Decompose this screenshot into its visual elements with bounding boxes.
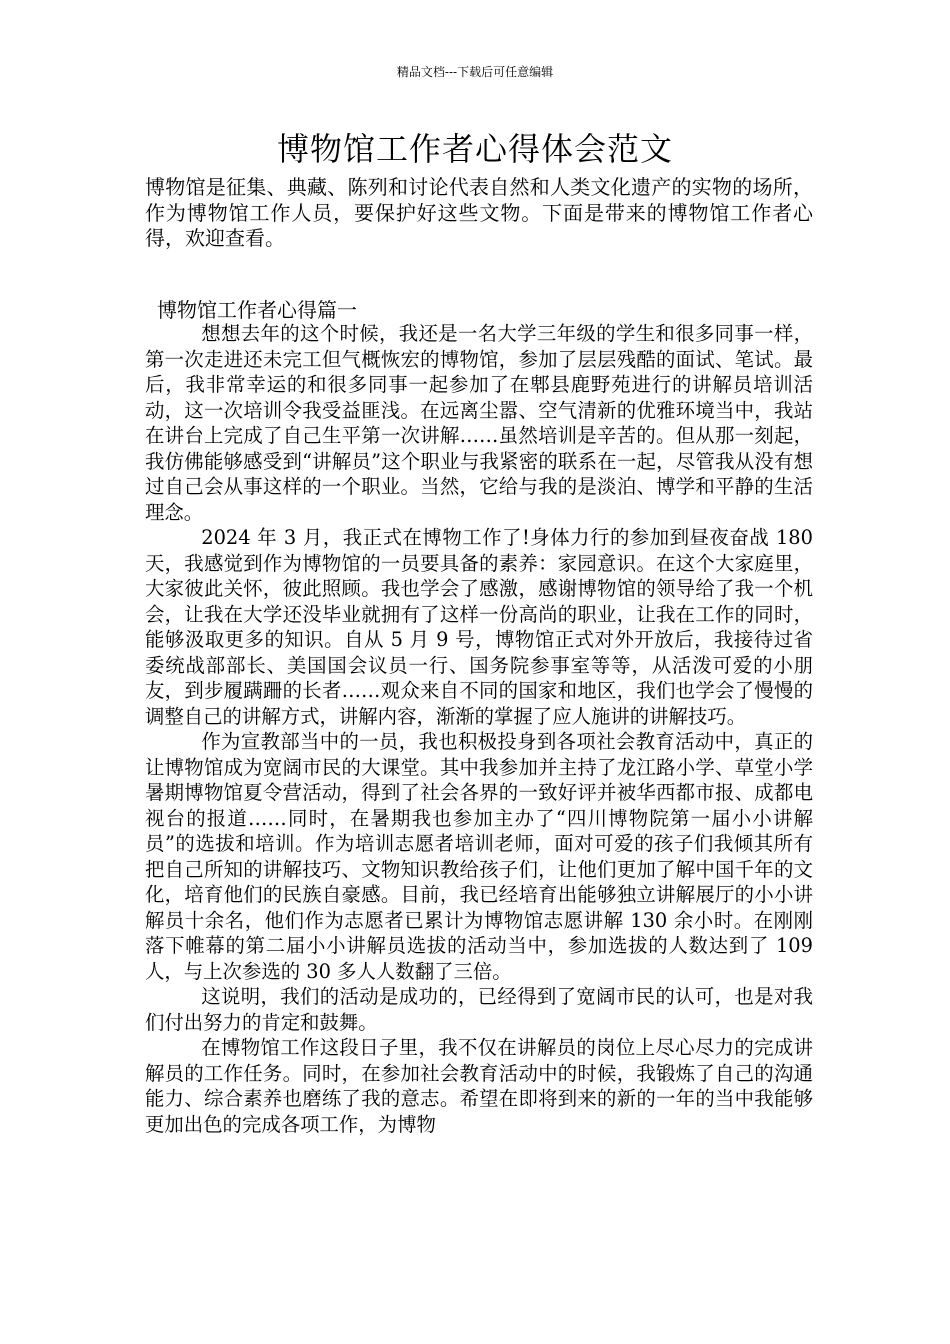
document-title: 博物馆工作者心得体会范文 xyxy=(276,130,673,168)
page-header: 精品文档---下载后可任意编辑 xyxy=(396,65,554,79)
body-paragraph: 作为宣教部当中的一员，我也积极投身到各项社会教育活动中，真正的让博物馆成为宽阔市民的大课堂。其中我参加并主持了龙江路小学、草堂小学暑期博物馆夏令营活动，得到了社会各界的一致好评并被华西都市报、成都电视台的报道……同时，在暑期我也参加主办了“四川博物院第一届小小讲解员”的选拔和培训。作为培训志愿者培训老师，面对可爱的孩子们我倾其所有把自己所知的讲解技巧、文物知识教给孩子们，让他们更加了解中国千年的文化，培育他们的民族自豪感。目前，我已经培育出能够独立讲解展厅的小小讲解员十余名，他们作为志愿者已累计为博物馆志愿讲解 130 余小时。在刚刚落下帷幕的第二届小小讲解员选拔的活动当中，参加选拔的人数达到了 109 人，与上次参选的 30 多人人数翻了三倍。 xyxy=(145,730,813,983)
intro-paragraph: 博物馆是征集、典藏、陈列和讨论代表自然和人类文化遗产的实物的场所，作为博物馆工作人员，要保护好这些文物。下面是带来的博物馆工作者心得，欢迎查看。 xyxy=(145,175,813,250)
body-paragraph: 想想去年的这个时候，我还是一名大学三年级的学生和很多同事一样，第一次走进还未完工但气概恢宏的博物馆，参加了层层残酷的面试、笔试。最后，我非常幸运的和很多同事一起参加了在郫县鹿野苑进行的讲解员培训活动，这一次培训令我受益匪浅。在远离尘嚣、空气清新的优雅环境当中，我站在讲台上完成了自己生平第一次讲解……虽然培训是辛苦的。但从那一刻起，我仿佛能够感受到“讲解员”这个职业与我紧密的联系在一起，尽管我从没有想过自己会从事这样的一个职业。当然，它给与我的是淡泊、博学和平静的生活理念。 xyxy=(145,322,813,524)
body-paragraph: 2024 年 3 月，我正式在博物工作了!身体力行的参加到昼夜奋战 180 天，我感觉到作为博物馆的一员要具备的素养：家园意识。在这个大家庭里，大家彼此关怀，彼此照顾。我也学会了感激，感谢博物馆的领导给了我一个机会，让我在大学还没毕业就拥有了这样一份高尚的职业，让我在工作的同时，能够汲取更多的知识。自从 5 月 9 号，博物馆正式对外开放后，我接待过省委统战部部长、美国国会议员一行、国务院参事室等等，从活泼可爱的小朋友，到步履蹒跚的长者……观众来自不同的国家和地区，我们也学会了慢慢的调整自己的讲解方式，讲解内容，渐渐的掌握了应人施讲的讲解技巧。 xyxy=(145,526,813,728)
section-heading: 博物馆工作者心得篇一 xyxy=(157,298,357,322)
body-paragraph: 这说明，我们的活动是成功的，已经得到了宽阔市民的认可，也是对我们付出努力的肯定和鼓舞。 xyxy=(145,985,813,1034)
body-paragraph: 在博物馆工作这段日子里，我不仅在讲解员的岗位上尽心尽力的完成讲解员的工作任务。同时，在参加社会教育活动中的时候，我锻炼了自己的沟通能力、综合素养也磨练了我的意志。希望在即将到来的新的一年的当中我能够更加出色的完成各项工作，为博物 xyxy=(145,1036,813,1136)
section-body xyxy=(145,321,813,1137)
